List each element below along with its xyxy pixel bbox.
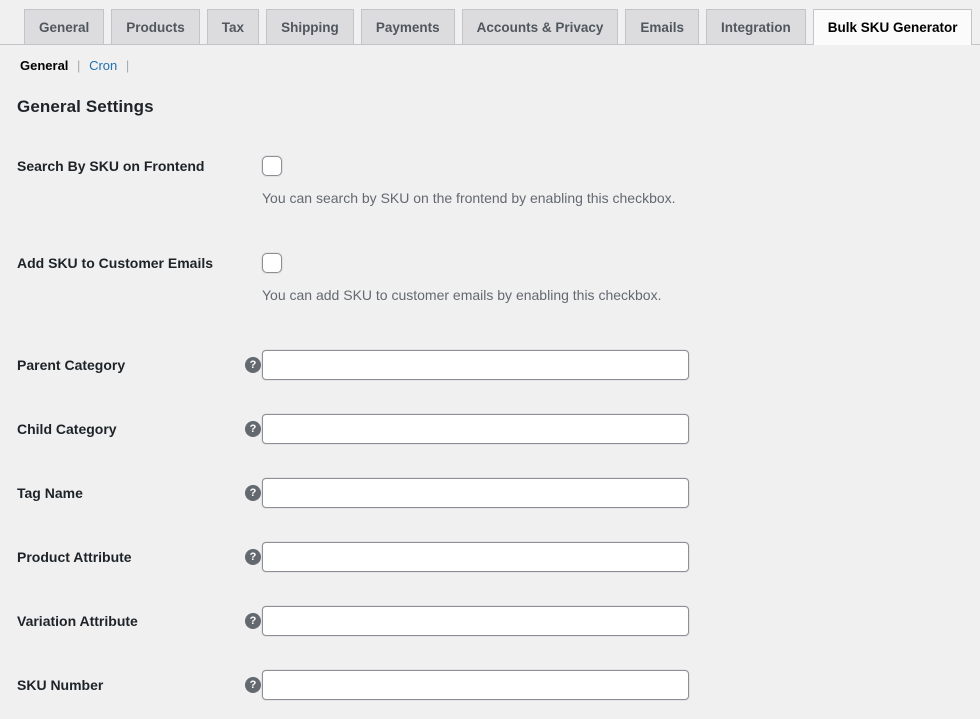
tab-payments[interactable]: Payments xyxy=(361,9,455,44)
field-label: Product Attribute xyxy=(17,549,132,565)
tab-bulk-sku-generator[interactable]: Bulk SKU Generator xyxy=(813,9,973,45)
field-label: Search By SKU on Frontend xyxy=(17,158,205,174)
help-icon[interactable]: ? xyxy=(245,357,261,373)
subnav-separator: | xyxy=(125,58,130,73)
form-row-variation-attribute xyxy=(17,606,962,636)
form-row-sku-number xyxy=(17,670,962,700)
form-row-parent-category xyxy=(17,350,962,380)
field-label: Child Category xyxy=(17,421,117,437)
subnav-item-general[interactable]: General xyxy=(20,58,69,73)
field-description: You can add SKU to customer emails by enabling this checkbox. xyxy=(262,287,662,303)
parent-category-input[interactable] xyxy=(262,350,689,380)
field-label: Add SKU to Customer Emails xyxy=(17,255,214,271)
form-row-add-sku-emails xyxy=(17,253,962,305)
variation-attribute-input[interactable] xyxy=(262,606,689,636)
field-description: You can search by SKU on the frontend by enabling this checkbox. xyxy=(262,190,676,206)
product-attribute-input[interactable] xyxy=(262,542,689,572)
tab-integration[interactable]: Integration xyxy=(706,9,806,44)
search-by-sku-checkbox[interactable] xyxy=(262,156,282,176)
subnav-item-cron[interactable]: Cron xyxy=(89,58,118,73)
settings-form xyxy=(17,156,962,700)
tab-shipping[interactable]: Shipping xyxy=(266,9,354,44)
tab-products[interactable]: Products xyxy=(111,9,200,44)
tab-emails[interactable]: Emails xyxy=(625,9,699,44)
tab-general[interactable]: General xyxy=(24,9,104,44)
form-row-child-category xyxy=(17,414,962,444)
form-row-search-by-sku xyxy=(17,156,962,208)
field-label: Tag Name xyxy=(17,485,83,501)
field-label: Parent Category xyxy=(17,357,126,373)
subnav-separator: | xyxy=(77,58,81,73)
help-icon[interactable]: ? xyxy=(245,677,261,693)
child-category-input[interactable] xyxy=(262,414,689,444)
help-icon[interactable]: ? xyxy=(245,485,261,501)
help-icon[interactable]: ? xyxy=(245,613,261,629)
settings-content xyxy=(0,58,980,700)
tab-tax[interactable]: Tax xyxy=(207,9,259,44)
help-icon[interactable]: ? xyxy=(245,421,261,437)
help-icon[interactable]: ? xyxy=(245,549,261,565)
settings-tab-bar xyxy=(0,0,980,45)
page-title: General Settings xyxy=(17,97,154,116)
tab-accounts-privacy[interactable]: Accounts & Privacy xyxy=(462,9,619,44)
form-row-product-attribute xyxy=(17,542,962,572)
field-label: SKU Number xyxy=(17,677,104,693)
form-row-tag-name xyxy=(17,478,962,508)
tag-name-input[interactable] xyxy=(262,478,689,508)
section-subnav xyxy=(20,58,962,73)
sku-number-input[interactable] xyxy=(262,670,689,700)
field-label: Variation Attribute xyxy=(17,613,138,629)
add-sku-emails-checkbox[interactable] xyxy=(262,253,282,273)
